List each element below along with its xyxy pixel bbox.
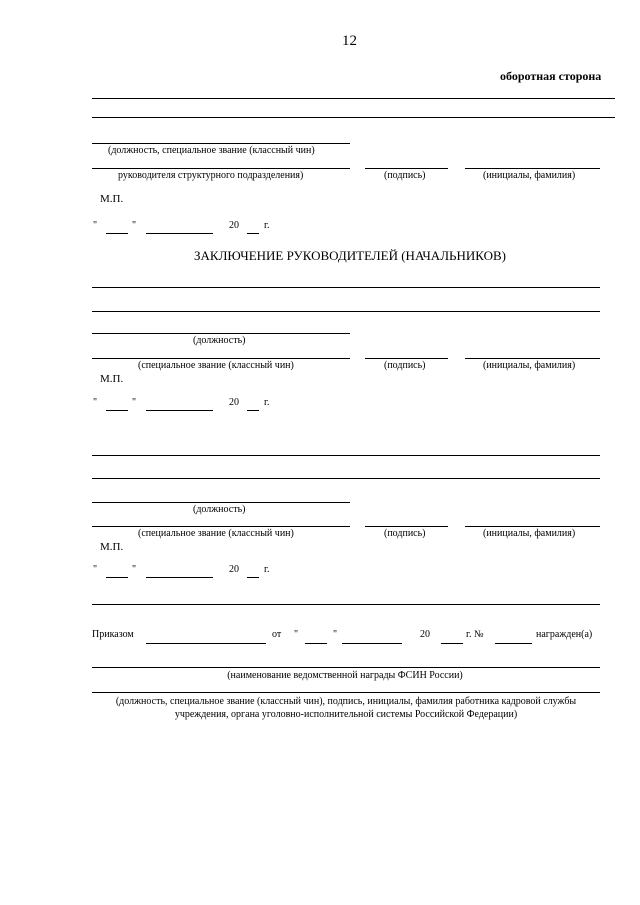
signature-caption: (подпись) — [384, 360, 426, 371]
position-caption: (должность) — [193, 504, 246, 515]
open-quote: " — [93, 397, 98, 408]
close-quote: " — [132, 220, 137, 231]
blank-line — [92, 117, 615, 118]
hr-caption-line2: учреждения, органа уголовно-исполнительной системы Российской Федерации) — [174, 709, 518, 720]
name-line — [465, 168, 600, 169]
day-line — [106, 233, 128, 234]
open-quote: " — [294, 629, 299, 640]
close-quote: " — [333, 629, 338, 640]
open-quote: " — [93, 220, 98, 231]
year-line — [441, 643, 463, 644]
award-name-line — [92, 667, 600, 668]
century-label: 20 — [229, 397, 239, 408]
century-label: 20 — [229, 220, 239, 231]
position-line — [92, 143, 350, 144]
hr-officer-line — [92, 692, 600, 693]
order-number-line — [495, 643, 532, 644]
year-line — [247, 577, 259, 578]
year-line — [247, 233, 259, 234]
blank-line — [92, 478, 600, 479]
signature-line — [365, 168, 448, 169]
month-line — [146, 577, 213, 578]
month-line — [342, 643, 402, 644]
close-quote: " — [132, 397, 137, 408]
close-quote: " — [132, 564, 137, 575]
award-caption: (наименование ведомственной награды ФСИН России) — [227, 670, 463, 681]
seal-label: М.П. — [100, 193, 124, 205]
order-issuer-line — [146, 643, 266, 644]
century-label: 20 — [229, 564, 239, 575]
rank-line — [92, 526, 350, 527]
blank-line — [92, 604, 600, 605]
year-line — [247, 410, 259, 411]
day-line — [106, 410, 128, 411]
order-label: Приказом — [92, 629, 134, 640]
month-line — [146, 410, 213, 411]
signature-line — [365, 526, 448, 527]
position-caption: (должность, специальное звание (классный чин) — [108, 145, 315, 156]
signature-caption: (подпись) — [384, 528, 426, 539]
position-line — [92, 168, 350, 169]
position-caption: (должность) — [193, 335, 246, 346]
year-suffix: г. — [264, 397, 270, 408]
awarded-label: награжден(а) — [536, 629, 593, 640]
name-line — [465, 358, 600, 359]
position-line — [92, 502, 350, 503]
year-number-label: г. № — [466, 629, 484, 640]
rank-line — [92, 358, 350, 359]
name-caption: (инициалы, фамилия) — [483, 170, 576, 181]
century-label: 20 — [420, 629, 430, 640]
conclusion-heading: ЗАКЛЮЧЕНИЕ РУКОВОДИТЕЛЕЙ (НАЧАЛЬНИКОВ) — [194, 248, 506, 263]
seal-label: М.П. — [100, 541, 124, 553]
rank-caption: (специальное звание (классный чин) — [138, 360, 294, 371]
open-quote: " — [93, 564, 98, 575]
month-line — [146, 233, 213, 234]
seal-label: М.П. — [100, 373, 124, 385]
blank-line — [92, 287, 600, 288]
blank-line — [92, 98, 615, 99]
hr-caption-line1: (должность, специальное звание (классный чин), подпись, инициалы, фамилия работника кадровой службы — [115, 696, 577, 707]
side-label: оборотная сторона — [500, 69, 602, 83]
signature-line — [365, 358, 448, 359]
rank-caption: (специальное звание (классный чин) — [138, 528, 294, 539]
year-suffix: г. — [264, 220, 270, 231]
position-caption-continued: руководителя структурного подразделения) — [118, 170, 304, 181]
year-suffix: г. — [264, 564, 270, 575]
day-line — [305, 643, 327, 644]
order-from-label: от — [272, 629, 282, 640]
position-line — [92, 333, 350, 334]
name-caption: (инициалы, фамилия) — [483, 360, 576, 371]
day-line — [106, 577, 128, 578]
signature-caption: (подпись) — [384, 170, 426, 181]
name-caption: (инициалы, фамилия) — [483, 528, 576, 539]
blank-line — [92, 455, 600, 456]
name-line — [465, 526, 600, 527]
page-number: 12 — [342, 33, 357, 49]
blank-line — [92, 311, 600, 312]
